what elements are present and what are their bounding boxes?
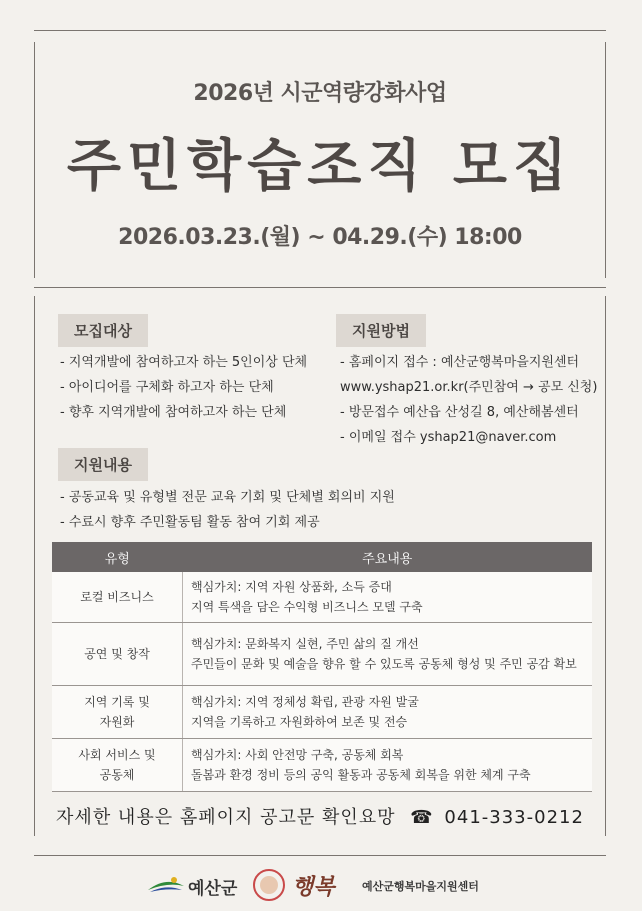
project-subtitle: 2026년 시군역량강화사업 bbox=[193, 81, 447, 106]
support-list bbox=[60, 485, 395, 535]
table-header-row bbox=[52, 542, 592, 572]
yesan-county-logo-text: 예산군 bbox=[188, 879, 238, 899]
center-logo-text: 예산군행복마을지원센터 bbox=[362, 880, 479, 893]
row-content: 핵심가치: 지역 자원 상품화, 소득 증대 지역 특색을 담은 수익형 비즈니스 모델 구축 bbox=[183, 572, 593, 623]
header-content: 주요내용 bbox=[183, 542, 593, 572]
contact-text: 자세한 내용은 홈페이지 공고문 확인요망 bbox=[56, 807, 396, 828]
list-item: - 수료시 향후 주민활동팀 활동 참여 기회 제공 bbox=[60, 515, 320, 530]
support-label: 지원내용 bbox=[58, 448, 148, 481]
row-content: 핵심가치: 문화복지 실현, 주민 삶의 질 개선 주민들이 문화 및 예술을 향유 할 수 있도록 공동체 형성 및 주민 공감 확보 bbox=[183, 623, 593, 686]
left-rule-bottom bbox=[34, 296, 35, 836]
recruit-list bbox=[60, 350, 307, 425]
row-type: 공연 및 창작 bbox=[52, 623, 183, 686]
list-item: - 공동교육 및 유형별 전문 교육 기회 및 단체별 회의비 지원 bbox=[60, 490, 395, 505]
table-row bbox=[52, 623, 592, 686]
row-type: 사회 서비스 및 공동체 bbox=[52, 739, 183, 792]
list-item: - 방문접수 예산읍 산성길 8, 예산해봄센터 bbox=[340, 405, 579, 420]
page-title: 주민학습조직 모집 bbox=[66, 134, 574, 199]
phone-icon: ☎ bbox=[410, 807, 434, 828]
bottom-rule bbox=[34, 855, 606, 856]
header-type: 유형 bbox=[52, 542, 183, 572]
row-type: 로컬 비즈니스 bbox=[52, 572, 183, 623]
recruit-label: 모집대상 bbox=[58, 314, 148, 347]
right-rule-bottom bbox=[605, 296, 606, 836]
apply-list bbox=[340, 350, 597, 450]
list-item: - 홈페이지 접수 : 예산군행복마을지원센터 bbox=[340, 355, 580, 370]
list-item: - 이메일 접수 yshap21@naver.com bbox=[340, 430, 557, 445]
program-type-table bbox=[52, 542, 592, 792]
seal-icon bbox=[252, 868, 286, 902]
footer-logos bbox=[140, 866, 520, 906]
list-item: www.yshap21.or.kr(주민참여 → 공모 신청) bbox=[340, 380, 598, 395]
header bbox=[34, 30, 606, 286]
contact-line bbox=[34, 803, 606, 829]
row-type: 지역 기록 및 자원화 bbox=[52, 686, 183, 739]
list-item: - 아이디어를 구체화 하고자 하는 단체 bbox=[60, 380, 274, 395]
mid-rule bbox=[34, 287, 606, 288]
list-item: - 향후 지역개발에 참여하고자 하는 단체 bbox=[60, 405, 287, 420]
recruit-period: 2026.03.23.(월) ~ 04.29.(수) 18:00 bbox=[118, 225, 522, 250]
list-item: - 지역개발에 참여하고자 하는 5인이상 단체 bbox=[60, 355, 308, 370]
row-content: 핵심가치: 지역 정체성 확립, 관광 자원 발굴 지역을 기록하고 자원화하여 보존 및 전승 bbox=[183, 686, 593, 739]
table-row bbox=[52, 739, 592, 792]
yesan-county-logo-icon bbox=[146, 872, 186, 896]
apply-label: 지원방법 bbox=[336, 314, 426, 347]
table-row bbox=[52, 686, 592, 739]
happy-calligraphy-logo: 행복 bbox=[292, 874, 335, 900]
row-content: 핵심가치: 사회 안전망 구축, 공동체 회복 돌봄과 환경 정비 등의 공익 활동과 공동체 회복을 위한 체계 구축 bbox=[183, 739, 593, 792]
phone-number[interactable]: 041-333-0212 bbox=[444, 807, 584, 828]
table-row bbox=[52, 572, 592, 623]
